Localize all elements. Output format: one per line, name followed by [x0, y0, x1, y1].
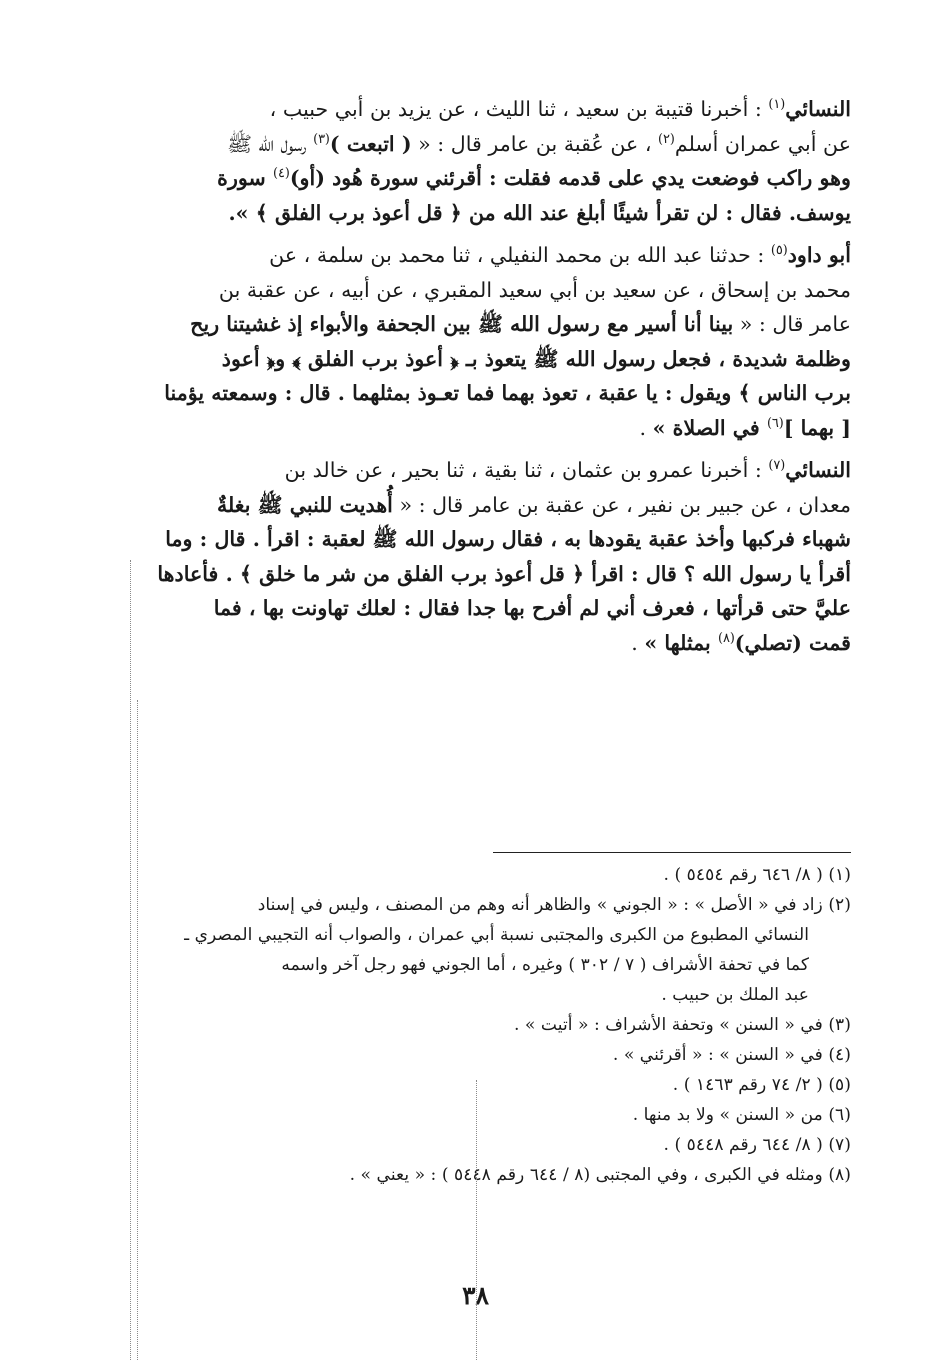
footnote-number: (٦): [828, 1105, 851, 1125]
footnote-text: من « السنن » ولا بد منها .: [632, 1105, 823, 1125]
footnote-number: (٤): [828, 1045, 851, 1065]
footnote-2: [38, 890, 851, 1010]
text-run: في الصلاة »: [652, 415, 767, 440]
footnote-number: (٧): [828, 1135, 851, 1155]
text-run: برب الناس ﴾ ويقول : يا عقبة ، تعوذ بهما فما تعـوذ بمثلهما . قال : وسمعته يؤمنا: [164, 381, 851, 405]
footnote-text: زاد في « الأصل » : « الجوني » والظاهر أنه وهم من المصنف ، وليس في إسناد: [257, 895, 823, 915]
footnote-text: ومثله في الكبرى ، وفي المجتبى (٨ / ٦٤٤ رقم ٥٤٤٨ ) : « يعني » .: [349, 1165, 823, 1185]
footnote-number: (٨): [828, 1165, 851, 1185]
footnote-marker: (٢): [658, 131, 675, 147]
paragraph-3: [38, 453, 851, 660]
text-run: ، عن عُقبة بن عامر قال : «: [411, 131, 659, 156]
text-run: قمت (تصلي): [734, 630, 851, 655]
footnote-6: [38, 1100, 851, 1130]
footnote-continuation: النسائي المطبوع من الكبرى والمجتبى نسبة أبي عمران ، والصواب أنه التجيبي المصري ـ: [184, 925, 809, 945]
footnote-text: ( ٨/ ٦٤٦ رقم ٥٤٥٤ ) .: [663, 865, 823, 885]
text-run: محمد بن إسحاق ، عن سعيد بن أبي سعيد المقبري ، عن أبيه ، عن عقبة بن: [218, 277, 851, 302]
footnote-continuation: عبد الملك بن حبيب .: [661, 985, 809, 1005]
page-number: ٣٨: [462, 1281, 489, 1310]
footnote-3: [38, 1010, 851, 1040]
footnote-number: (٢): [828, 895, 851, 915]
text-run: ( اتبعت ): [329, 131, 412, 156]
paragraph-2: [38, 238, 851, 445]
footnote-text: في « السنن » وتحفة الأشراف : « أتيت » .: [513, 1015, 823, 1035]
footnote-separator: [493, 852, 851, 853]
text-run: : أخبرنا قتيبة بن سعيد ، ثنا الليث ، عن يزيد بن أبي حبيب ،: [269, 97, 769, 121]
footnote-marker: (٨): [717, 630, 735, 646]
footnote-continuation: كما في تحفة الأشراف ( ٧ / ٣٠٢ ) وغيره ، أما الجوني فهو رجل آخر واسمه: [281, 955, 809, 975]
main-text: [38, 92, 851, 668]
footnote-text: ( ٢/ ٧٤ رقم ١٤٦٣ ) .: [672, 1075, 823, 1095]
scan-fold-line-1: [130, 560, 131, 1360]
footnote-marker: (٦): [766, 415, 784, 431]
text-run: شهباء فركبها وأخذ عقبة يقودها به ، فقال رسول الله ﷺ لعقبة : اقرأ . قال : وما: [165, 527, 851, 551]
text-run: رسول الله ﷺ: [227, 131, 314, 156]
text-run: .: [639, 415, 653, 440]
footnote-5: [38, 1070, 851, 1100]
source-name: النسائي: [785, 97, 851, 121]
text-run: أقرأ يا رسول الله ؟ قال : اقرأ ﴿ قل أعوذ برب الفلق من شر ما خلق ﴾ . فأعادها: [157, 561, 851, 586]
footnote-number: (٣): [828, 1015, 851, 1035]
footnote-7: [38, 1130, 851, 1160]
source-name: أبو داود: [787, 243, 851, 267]
footnote-number: (٥): [828, 1075, 851, 1095]
footnote-4: [38, 1040, 851, 1070]
footnotes: [38, 860, 851, 1190]
footnote-marker: (٣): [313, 131, 330, 147]
paragraph-1: [38, 92, 851, 230]
text-run: عامر قال : «: [733, 312, 851, 336]
text-run: يوسف. فقال : لن تقرأ شيئًا أبلغ عند الله من ﴿ قل أعوذ برب الفلق ﴾ ».: [228, 200, 851, 225]
footnote-text: ( ٨/ ٦٤٤ رقم ٥٤٤٨ ) .: [663, 1135, 823, 1155]
text-run: [ بهما ]: [783, 415, 851, 440]
text-run: بينا أنا أسير مع رسول الله ﷺ بين الجحفة والأبواء إذ غشيتنا ريح: [190, 312, 734, 336]
text-run: بمثلها »: [644, 630, 718, 655]
footnote-marker: (١): [768, 97, 786, 113]
text-run: وهو راكب فوضعت يدي على قدمه فقلت : أقرئني سورة هُود (أو): [289, 166, 851, 190]
source-name: النسائي: [785, 458, 851, 482]
text-run: أُهديت للنبي ﷺ بغلةٌ: [216, 492, 393, 517]
scan-fold-line-3: [476, 1080, 477, 1360]
text-run: سورة: [217, 166, 273, 190]
text-run: .: [631, 630, 645, 655]
scan-fold-line-2: [137, 700, 138, 1360]
footnote-text: في « السنن » : « أقرئني » .: [612, 1045, 823, 1065]
text-run: وظلمة شديدة ، فجعل رسول الله ﷺ يتعوذ بـ ﴿ أعوذ برب الفلق ﴾ و﴿ أعوذ: [221, 346, 851, 371]
footnote-marker: (٤): [272, 166, 290, 182]
text-run: عليَّ حتى قرأتها ، فعرف أني لم أفرح بها جدا فقال : لعلك تهاونت بها ، فما: [213, 596, 851, 620]
text-run: عن أبي عمران أسلم: [674, 131, 851, 156]
footnote-marker: (٥): [770, 243, 788, 259]
text-run: : حدثنا عبد الله بن محمد النفيلي ، ثنا محمد بن سلمة ، عن: [269, 243, 771, 267]
footnote-1: [38, 860, 851, 890]
footnote-marker: (٧): [768, 458, 786, 474]
footnote-number: (١): [828, 865, 851, 885]
text-run: معدان ، عن جبير بن نفير ، عن عقبة بن عامر قال : «: [392, 492, 851, 517]
text-run: : أخبرنا عمرو بن عثمان ، ثنا بقية ، ثنا بحير ، عن خالد بن: [284, 458, 769, 482]
footnote-8: [38, 1160, 851, 1190]
